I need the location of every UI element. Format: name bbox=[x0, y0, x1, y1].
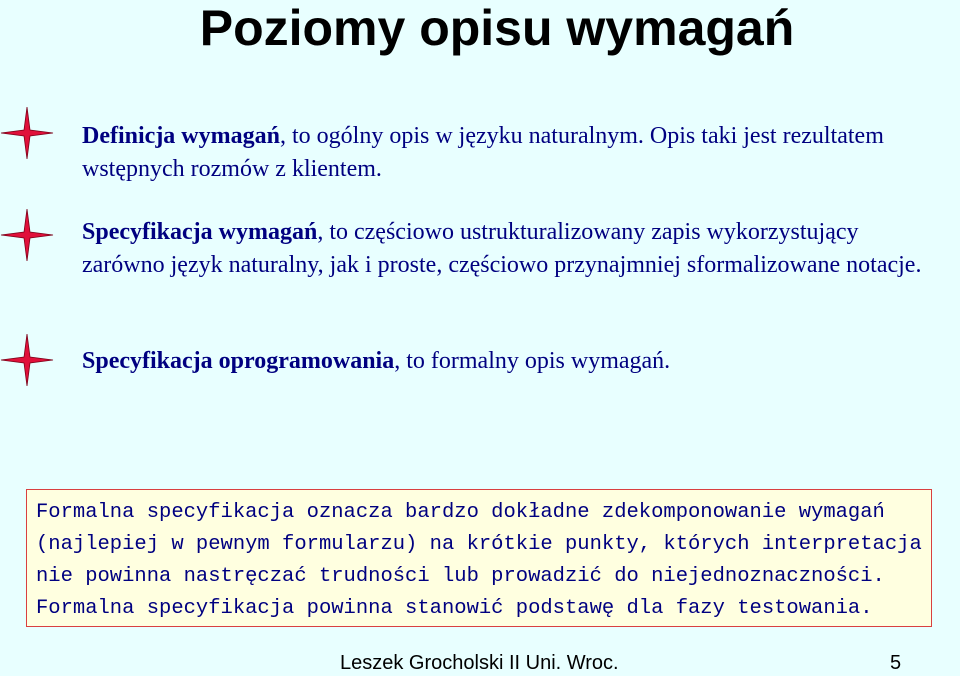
bullet-specyfikacja-wymagan bbox=[82, 216, 942, 282]
note-text: Formalna specyfikacja oznacza bardzo dokładne zdekomponowanie wymagań (najlepiej w pewnym formularzu) na krótkie punkty, których interpretacja nie powinna nastręczać trudności lub prowadzić do niejednoznaczności. Formalna specyfikacja powinna stanowić podstawę dla fazy testowania. bbox=[36, 501, 922, 620]
four-point-star-icon bbox=[0, 106, 54, 160]
note-box bbox=[26, 489, 932, 627]
bullet-text: , to formalny opis wymagań. bbox=[394, 348, 671, 374]
four-point-star-icon bbox=[0, 208, 54, 262]
bullet-term: Specyfikacja oprogramowania bbox=[82, 348, 395, 374]
bullet-term: Specyfikacja wymagań bbox=[82, 219, 318, 245]
bullet-text: , to częściowo ustrukturalizowany zapis wykorzystujący zarówno język naturalny, jak i proste, częściowo przynajmniej sformalizowane notacje. bbox=[82, 219, 922, 278]
slide-title: Poziomy opisu wymagań bbox=[199, 0, 795, 56]
bullet-text: , to ogólny opis w języku naturalnym. Opis taki jest rezultatem wstępnych rozmów z klientem. bbox=[82, 123, 884, 182]
bullet-specyfikacja-oprogramowania bbox=[82, 345, 942, 378]
four-point-star-icon bbox=[0, 333, 54, 387]
page-number: 5 bbox=[890, 652, 902, 674]
footer-author: Leszek Grocholski II Uni. Wroc. bbox=[340, 652, 619, 674]
bullet-definicja bbox=[82, 120, 942, 186]
bullet-term: Definicja wymagań bbox=[82, 123, 280, 149]
